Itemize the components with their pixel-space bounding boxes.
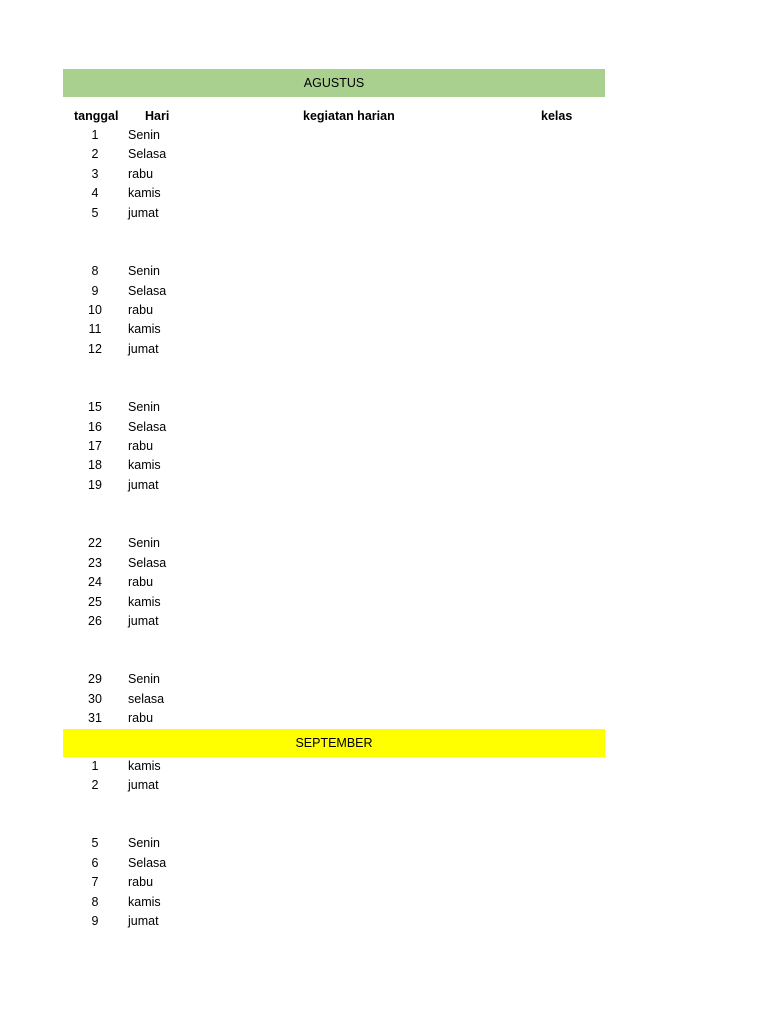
date-cell: 8	[91, 894, 99, 909]
table-row	[63, 670, 605, 689]
date-cell: 8	[91, 264, 99, 279]
day-cell: Senin	[128, 128, 160, 142]
table-row	[63, 554, 605, 573]
date-cell: 26	[88, 613, 102, 628]
week-gap	[63, 631, 605, 670]
day-cell: Selasa	[128, 555, 167, 570]
date-cell: 9	[91, 914, 99, 929]
table-row	[63, 573, 605, 592]
date-cell: 4	[91, 186, 99, 201]
table-row	[63, 709, 605, 728]
day-cell: Selasa	[128, 283, 167, 298]
date-cell: 24	[88, 575, 102, 590]
day-cell: kamis	[128, 458, 161, 473]
date-cell: 6	[91, 855, 99, 870]
week-gap	[63, 495, 605, 534]
date-cell: 5	[91, 836, 99, 851]
schedule-sheet	[63, 69, 605, 932]
day-cell: rabu	[128, 302, 154, 317]
day-cell: kamis	[128, 186, 161, 201]
day-cell: Selasa	[128, 855, 167, 870]
column-header-kegiatan: kegiatan harian	[303, 109, 395, 123]
day-cell: selasa	[128, 691, 165, 706]
day-cell: jumat	[128, 914, 159, 929]
date-cell: 18	[88, 458, 102, 473]
day-cell: Senin	[128, 536, 160, 551]
date-cell: 1	[91, 758, 99, 773]
date-cell: 10	[88, 302, 102, 317]
date-cell: 22	[88, 536, 102, 551]
table-row	[63, 126, 605, 145]
day-cell: jumat	[128, 778, 159, 793]
table-row	[63, 320, 605, 339]
day-cell: jumat	[128, 477, 159, 492]
date-cell: 9	[91, 283, 99, 298]
date-cell: 30	[88, 691, 102, 706]
date-cell: 16	[88, 419, 102, 434]
table-row	[63, 612, 605, 631]
week-gap	[63, 359, 605, 398]
column-header-hari: Hari	[145, 109, 170, 123]
day-cell: rabu	[128, 875, 154, 890]
table-row	[63, 593, 605, 612]
date-cell: 29	[88, 672, 102, 687]
day-cell: jumat	[128, 341, 159, 356]
day-cell: Senin	[128, 672, 160, 687]
table-row	[63, 776, 605, 795]
table-row	[63, 145, 605, 164]
table-row	[63, 301, 605, 320]
date-cell: 19	[88, 477, 102, 492]
date-cell: 12	[88, 341, 102, 356]
date-cell: 7	[91, 875, 99, 890]
day-cell: rabu	[128, 575, 154, 590]
table-row	[63, 690, 605, 709]
agustus-rows	[63, 126, 605, 729]
date-cell: 2	[91, 778, 99, 793]
table-row	[63, 534, 605, 553]
week-gap	[63, 796, 605, 835]
table-row	[63, 834, 605, 853]
table-row	[63, 262, 605, 281]
day-cell: jumat	[128, 613, 159, 628]
table-row	[63, 854, 605, 873]
day-cell: Selasa	[128, 419, 167, 434]
date-cell: 25	[88, 594, 102, 609]
column-header-kelas: kelas	[541, 109, 573, 123]
date-cell: 17	[88, 439, 102, 454]
day-cell: Senin	[128, 400, 160, 415]
table-row	[63, 204, 605, 223]
day-cell: Senin	[128, 264, 160, 279]
month-header-september: SEPTEMBER	[63, 729, 605, 757]
date-cell: 5	[91, 205, 99, 220]
september-rows	[63, 757, 605, 932]
month-header-agustus: AGUSTUS	[63, 69, 605, 97]
table-row	[63, 340, 605, 359]
day-cell: Senin	[128, 836, 160, 851]
date-cell: 15	[88, 400, 102, 415]
day-cell: Selasa	[128, 147, 167, 162]
week-gap	[63, 223, 605, 262]
day-cell: kamis	[128, 758, 161, 773]
day-cell: rabu	[128, 439, 154, 454]
date-cell: 1	[91, 128, 99, 142]
table-row	[63, 912, 605, 931]
table-row	[63, 282, 605, 301]
table-row	[63, 437, 605, 456]
table-row	[63, 184, 605, 203]
table-row	[63, 757, 605, 776]
day-cell: kamis	[128, 322, 161, 337]
column-header-row	[63, 107, 605, 126]
table-row	[63, 165, 605, 184]
day-cell: jumat	[128, 205, 159, 220]
table-row	[63, 398, 605, 417]
day-cell: rabu	[128, 166, 154, 181]
column-header-tanggal: tanggal	[74, 109, 119, 123]
date-cell: 23	[88, 555, 102, 570]
table-row	[63, 418, 605, 437]
table-row	[63, 476, 605, 495]
day-cell: kamis	[128, 594, 161, 609]
day-cell: kamis	[128, 894, 161, 909]
date-cell: 31	[88, 711, 102, 726]
day-cell: rabu	[128, 711, 154, 726]
date-cell: 11	[88, 322, 102, 337]
table-row	[63, 873, 605, 892]
table-row	[63, 893, 605, 912]
date-cell: 2	[91, 147, 99, 162]
table-row	[63, 456, 605, 475]
date-cell: 3	[91, 166, 99, 181]
